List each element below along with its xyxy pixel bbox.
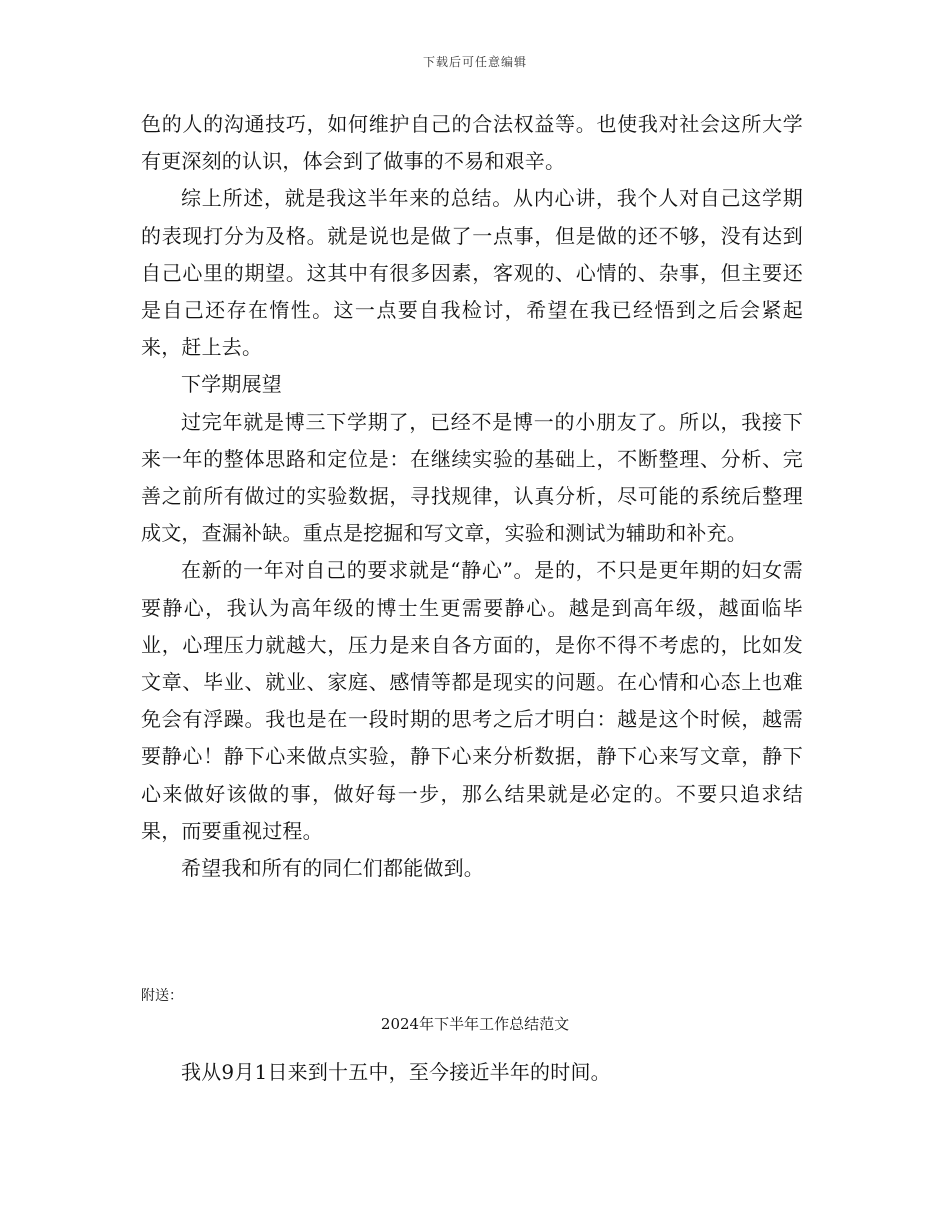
document-body xyxy=(141,106,803,887)
paragraph-summary: 综上所述，就是我这半年来的总结。从内心讲，我个人对自己这学期的表现打分为及格。就是说也是做了一点事，但是做的还不够，没有达到自己心里的期望。这其中有很多因素，客观的、心情的、杂事，但主要还是自己还存在惰性。这一点要自我检讨，希望在我已经悟到之后会紧起来，赶上去。 xyxy=(141,186,803,360)
appendix-body xyxy=(141,1054,803,1091)
paragraph-calm-mind: 在新的一年对自己的要求就是“静心”。是的，不只是更年期的妇女需要静心，我认为高年级的博士生更需要静心。越是到高年级，越面临毕业，心理压力就越大，压力是来自各方面的，是你不得不考虑的，比如发文章、毕业、就业、家庭、感情等都是现实的问题。在心情和心态上也难免会有浮躁。我也是在一段时期的思考之后才明白：越是这个时候，越需要静心！静下心来做点实验，静下心来分析数据，静下心来写文章，静下心来做好该做的事，做好每一步，那么结果就是必定的。不要只追求结果，而要重视过程。 xyxy=(141,558,803,843)
paragraph-plan: 过完年就是博三下学期了，已经不是博一的小朋友了。所以，我接下来一年的整体思路和定位是：在继续实验的基础上，不断整理、分析、完善之前所有做过的实验数据，寻找规律，认真分析，尽可能的系统后整理成文，查漏补缺。重点是挖掘和写文章，实验和测试为辅助和补充。 xyxy=(141,409,803,546)
section-heading-outlook: 下学期展望 xyxy=(181,372,282,397)
paragraph-continuation: 色的人的沟通技巧，如何维护自己的合法权益等。也使我对社会这所大学有更深刻的认识，体会到了做事的不易和艰辛。 xyxy=(141,112,803,174)
page-header: 下载后可任意编辑 xyxy=(422,55,527,69)
appendix-first-paragraph: 我从9月1日来到十五中，至今接近半年的时间。 xyxy=(181,1060,611,1084)
appendix-title: 2024年下半年工作总结范文 xyxy=(380,1015,570,1033)
paragraph-closing: 希望我和所有的同仁们都能做到。 xyxy=(181,856,484,881)
appendix-label: 附送： xyxy=(141,988,183,1004)
